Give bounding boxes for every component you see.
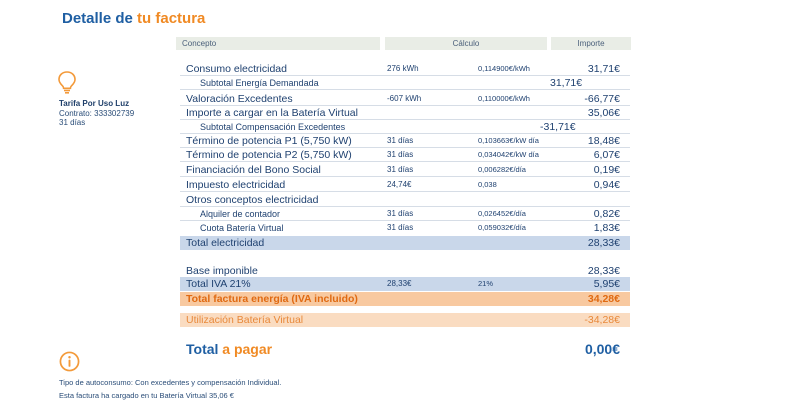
table-row: Subtotal Energía Demandada 31,71€	[180, 76, 630, 90]
table-row: Alquiler de contador 31 días 0,026452€/día 0,82€	[180, 207, 630, 221]
total-to-pay-amount: 0,00€	[584, 341, 620, 357]
total-electricity-row: Total electricidad 28,33€	[180, 236, 630, 250]
vat-row: Total IVA 21% 28,33€ 21% 5,95€	[180, 277, 630, 291]
total-to-pay-label: Total a pagar	[186, 341, 273, 357]
table-row: Impuesto electricidad 24,74€ 0,038 0,94€	[180, 178, 630, 192]
table-row: Cuota Batería Virtual 31 días 0,059032€/día 1,83€	[200, 222, 620, 234]
table-row: Consumo electricidad 276 kWh 0,114900€/kWh 31,71€	[180, 62, 630, 76]
energy-invoice-total-row: Total factura energía (IVA incluido) 34,28€	[180, 292, 630, 306]
virtual-battery-note: Esta factura ha cargado en tu Batería Virtual 35,06 €	[59, 391, 234, 400]
billing-days: 31 días	[59, 118, 86, 127]
table-row: Financiación del Bono Social 31 días 0,006282€/día 0,19€	[180, 163, 630, 177]
contract-number: Contrato: 333302739	[59, 109, 135, 118]
header-amount: Importe	[551, 37, 631, 50]
header-calc: Cálculo	[385, 37, 547, 50]
taxable-base-row: Base imponible 28,33€	[186, 265, 620, 277]
self-consumption-note: Tipo de autoconsumo: Con excedentes y compensación Individual.	[59, 378, 282, 387]
table-row: Valoración Excedentes -607 kWh 0,110000€/kWh -66,77€	[180, 92, 630, 106]
table-row: Término de potencia P1 (5,750 kW) 31 días 0,103663€/kW día 18,48€	[180, 134, 630, 148]
tariff-name: Tarifa Por Uso Luz	[59, 99, 130, 108]
table-row: Otros conceptos electricidad	[180, 193, 630, 207]
table-row: Importe a cargar en la Batería Virtual 35,06€	[180, 106, 630, 120]
virtual-battery-row: Utilización Batería Virtual -34,28€	[180, 313, 630, 327]
page-title: Detalle de tu factura	[62, 10, 206, 27]
table-row: Término de potencia P2 (5,750 kW) 31 días 0,034042€/kW día 6,07€	[180, 148, 630, 162]
header-concept: Concepto	[176, 37, 380, 50]
info-icon	[59, 351, 80, 372]
lightbulb-icon	[57, 70, 77, 94]
table-row: Subtotal Compensación Excedentes -31,71€	[180, 120, 630, 134]
